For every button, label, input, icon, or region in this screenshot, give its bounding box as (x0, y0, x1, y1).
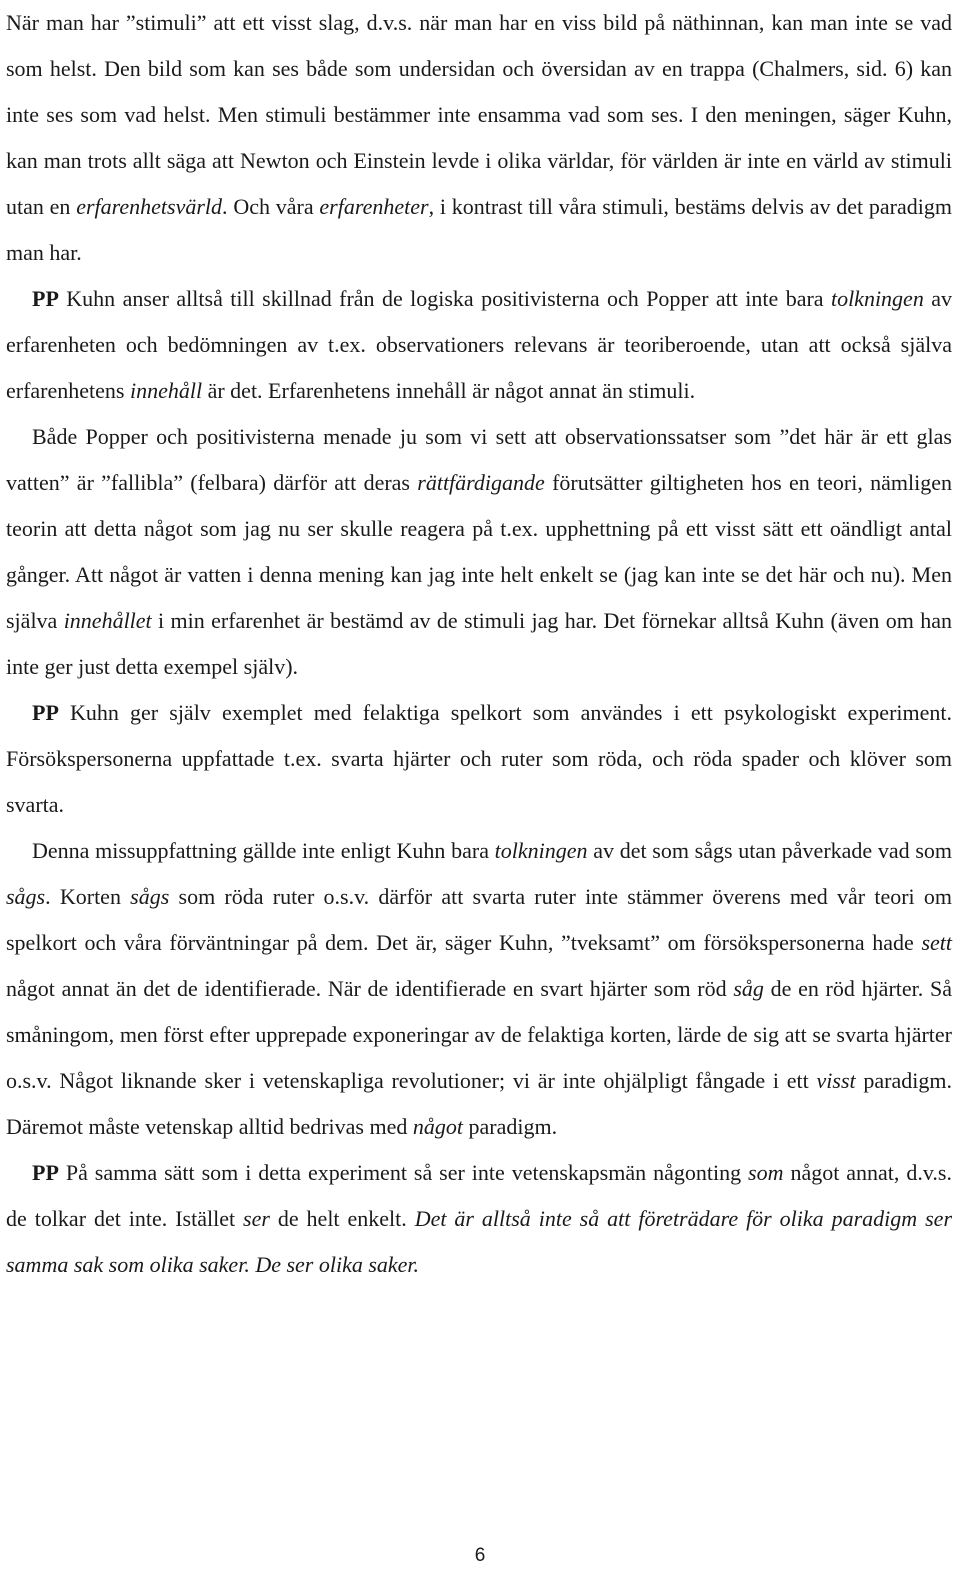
body-text: Både Popper och positivisterna menade ju som vi sett att observationssatser som ”det här är ett glas vatten” är ”fallibla” (felbara) därför att deras (6, 424, 952, 495)
body-text: . Korten (45, 884, 131, 909)
body-text: som röda ruter o.s.v. därför att svarta ruter inte stämmer överens med vår teori om spelkort och våra förväntningar på dem. Det är, säger Kuhn, ”tveksamt” om försökspersonerna hade (6, 884, 952, 955)
paragraph (6, 276, 952, 414)
pp-marker: PP (32, 286, 59, 311)
paragraph (6, 1150, 952, 1288)
body-text: de en röd hjärter. Så småningom, men först efter upprepade exponeringar av de felaktiga korten, lärde de sig att se svarta hjärter o.s.v. Något liknande sker i vetenskapliga revolutioner; vi är inte ohjälpligt fångade i ett (6, 976, 952, 1093)
italic-text: tolkningen (830, 286, 924, 311)
body-text: de helt enkelt. (269, 1206, 415, 1231)
body-text: paradigm. (463, 1114, 558, 1139)
body-text: . Och våra (222, 194, 320, 219)
italic-text: som (748, 1160, 784, 1185)
italic-text: tolkningen (494, 838, 588, 863)
body-text: förutsätter giltigheten hos en teori, nämligen teorin att detta något som jag nu ser skulle reagera på t.ex. upphettning på ett visst sätt ett oändligt antal gånger. Att något är vatten i denna mening kan jag inte helt enkelt se (jag kan inte se det här och nu). Men själva (6, 470, 952, 633)
body-text: På samma sätt som i detta experiment så ser inte vetenskapsmän någonting (58, 1160, 749, 1185)
italic-text: något (412, 1114, 463, 1139)
italic-text: erfarenhetsvärld (76, 194, 223, 219)
body-text: av det som sågs utan påverkade vad som (587, 838, 953, 863)
document-body (6, 0, 952, 1288)
italic-text: såg (733, 976, 764, 1001)
italic-text: innehåll (129, 378, 203, 403)
italic-text: sågs (6, 884, 46, 909)
page-number: 6 (474, 1545, 486, 1566)
body-text: , i kontrast till våra stimuli, bestäms delvis av det paradigm man har. (6, 194, 952, 265)
body-text: något annat, d.v.s. de tolkar det inte. Istället (6, 1160, 952, 1231)
body-text: av erfarenheten och bedömningen av t.ex. observationers relevans är teoriberoende, utan att också själva erfarenhetens (6, 286, 952, 403)
italic-text: erfarenheter (319, 194, 429, 219)
body-text: paradigm. Däremot måste vetenskap alltid bedrivas med (6, 1068, 952, 1139)
body-text: i min erfarenhet är bestämd av de stimuli jag har. Det förnekar alltså Kuhn (även om han inte ger just detta exempel själv). (6, 608, 952, 679)
body-text: Kuhn ger själv exemplet med felaktiga spelkort som användes i ett psykologiskt experiment. Försökspersonerna uppfattade t.ex. svarta hjärter och ruter som röda, och röda spader och klöver som svarta. (6, 700, 952, 817)
italic-text: sett (921, 930, 952, 955)
body-text: något annat än det de identifierade. När de identifierade en svart hjärter som röd (6, 976, 734, 1001)
italic-text: visst (816, 1068, 856, 1093)
pp-marker: PP (32, 1160, 59, 1185)
paragraph (6, 690, 952, 828)
body-text: Denna missuppfattning gällde inte enligt Kuhn bara (32, 838, 495, 863)
paragraph (6, 828, 952, 1150)
italic-text: rättfärdigande (417, 470, 545, 495)
paragraph (6, 0, 952, 276)
italic-text: Det är alltså inte så att företrädare för olika paradigm ser samma sak som olika saker. De ser olika saker. (6, 1206, 953, 1277)
italic-text: innehållet (63, 608, 152, 633)
paragraph (6, 414, 952, 690)
body-text: är det. Erfarenhetens innehåll är något annat än stimuli. (202, 378, 696, 403)
italic-text: sågs (130, 884, 170, 909)
pp-marker: PP (32, 700, 59, 725)
italic-text: ser (243, 1206, 270, 1231)
body-text: När man har ”stimuli” att ett visst slag, d.v.s. när man har en viss bild på näthinnan, kan man inte se vad som helst. Den bild som kan ses både som undersidan och översidan av en trappa (Chalmers, sid. 6) kan inte ses som vad helst. Men stimuli bestämmer inte ensamma vad som ses. I den meningen, säger Kuhn, kan man trots allt säga att Newton och Einstein levde i olika världar, för världen är inte en värld av stimuli utan en (6, 10, 952, 219)
body-text: Kuhn anser alltså till skillnad från de logiska positivisterna och Popper att inte bara (58, 286, 831, 311)
